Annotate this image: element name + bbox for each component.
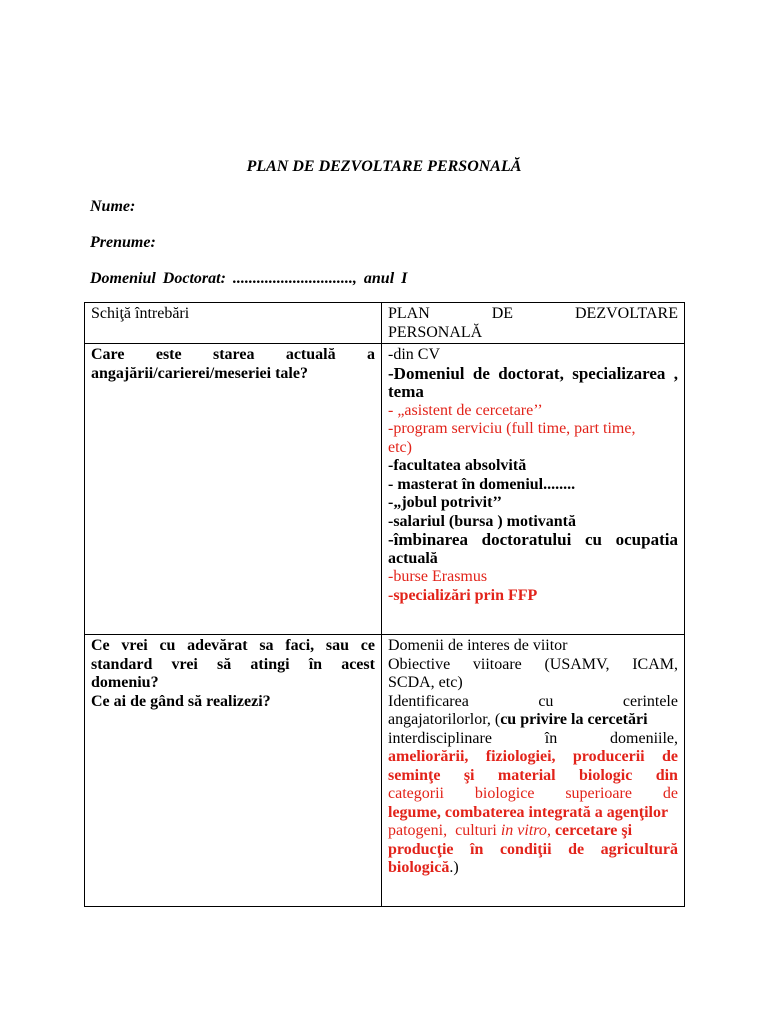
word: biologic [578,766,633,784]
item-domeniul-line-2: tema [388,382,424,401]
ident-8d: cercetare şi [554,822,633,839]
word: Ce [91,637,110,654]
word: de [661,748,678,765]
ident-2a: angajatorilorlor, ( [388,711,501,728]
word: în [470,840,484,858]
question-2-line-3: domeniu? [91,674,159,691]
word: viitoare [472,655,522,673]
item-ident-line-5 [388,767,678,786]
word: din [655,766,678,784]
item-imbinarea-line-2: actuală [388,549,438,567]
item-obiective-line-1 [388,656,678,675]
word: PLAN [388,305,430,322]
word: Care [91,346,125,363]
word: doctorat, [498,363,564,383]
item-ident-line-1 [388,693,678,712]
word: atingi [250,655,290,673]
word: sa [259,637,274,654]
word: doctoratului [481,530,572,549]
header-left: Schiţă întrebări [85,303,382,344]
word: de [568,840,585,858]
item-burse: -burse Erasmus [388,568,488,585]
word: de [472,363,490,383]
word: material [497,766,556,784]
word: -Domeniul [388,363,465,383]
item-ident-line-7: legume, combaterea integrată a agenţilor [388,803,669,821]
word: cu [159,637,176,654]
question-cell-2 [85,635,382,907]
question-1-line-1 [91,346,375,365]
word: producţie [388,840,454,858]
answer-cell-2 [382,635,685,907]
word: de [662,785,678,802]
word: superioare [565,785,632,802]
word: vrei [171,655,198,673]
word: Identificarea [388,692,469,710]
word: vrei [121,637,148,654]
word: Obiective [388,655,451,673]
word: în [544,729,558,747]
word: agricultură [600,840,678,858]
item-asistent: - „asistent de cercetare’’ [388,401,543,419]
word: producerii [572,748,645,765]
item-obiective-line-2: SCDA, etc) [388,674,463,691]
header-right-line-1 [388,305,678,324]
word: sau [325,637,349,654]
item-imbinarea-line-1 [388,531,678,550]
document-title: PLAN DE DEZVOLTARE PERSONALĂ [246,158,522,175]
word: fiziologiei, [485,748,556,765]
word: specializarea [572,363,666,383]
word: faci, [285,637,315,654]
word: interdisciplinare [388,729,492,747]
word: actuală [285,346,336,363]
question-2-line-4: Ce ai de gând să realizezi? [91,692,271,710]
word: standard [91,655,153,673]
plan-table [84,302,685,907]
word: acest [341,655,375,673]
item-ident-line-10 [388,859,678,878]
word: seminţe [388,766,441,784]
ident-8b: in vitro [500,822,547,839]
word: condiţii [499,840,552,858]
item-facultatea: -facultatea absolvită [388,457,527,474]
header-right-line-2: PERSONALĂ [388,323,483,341]
word: cu [538,692,554,710]
item-ident-line-4 [388,748,678,767]
ident-8a: patogeni, culturi [388,822,497,839]
word: categorii [388,785,444,802]
table-header-row [85,303,685,344]
item-ident-line-3 [388,730,678,749]
item-ident-line-2 [388,711,678,730]
item-ident-line-8 [388,822,678,841]
item-ident-line-6 [388,785,678,804]
word: să [217,655,232,673]
word: ameliorării, [388,748,469,765]
item-specializari: -specializări prin FFP [388,586,538,604]
word: ICAM, [632,655,678,673]
word: este [155,346,182,363]
word: DEZVOLTARE [574,305,678,322]
question-1-line-2: angajării/carierei/meseriei tale? [91,364,308,382]
word: în [308,655,323,673]
word: -îmbinarea [388,530,468,549]
item-domenii: Domenii de interes de viitor [388,637,568,654]
item-ident-line-9 [388,841,678,860]
ident-8c: , [546,822,555,839]
ident-10a: biologică [388,859,450,876]
question-cell-1 [85,344,382,635]
word: adevărat [187,637,248,654]
question-2-line-1 [91,637,375,656]
item-domeniul-line-1 [388,365,678,384]
word: ocupatia [615,530,678,549]
item-masterat: - masterat în domeniul........ [388,475,576,493]
header-right [382,303,685,344]
ident-10b: .) [449,859,459,876]
item-salariul: -salariul (bursa ) motivantă [388,512,576,530]
item-din-cv: -din CV [388,346,440,363]
word: starea [212,346,255,363]
word: şi [463,766,475,784]
word: a [366,346,375,363]
word: (USAMV, [544,655,610,673]
ident-2b: cu privire la cercetări [500,711,648,728]
item-program-line-1: -program serviciu (full time, part time, [388,420,636,437]
word: cerintele [622,692,678,710]
word: ce [360,637,375,654]
item-program-line-2: etc) [388,438,412,456]
question-2-line-2 [91,656,375,675]
word: DE [491,305,514,322]
field-domeniu: Domeniul Doctorat: .............................., anul I [90,270,408,287]
field-prenume: Prenume: [90,234,156,251]
field-nume: Nume: [90,198,136,215]
word: biologice [474,785,535,802]
table-row [85,344,685,635]
word: cu [584,530,602,549]
answer-cell-1 [382,344,685,635]
table-row [85,635,685,907]
word: , [673,363,678,383]
word: domeniile, [610,729,678,747]
item-jobul: -„jobul potrivit’’ [388,494,502,511]
